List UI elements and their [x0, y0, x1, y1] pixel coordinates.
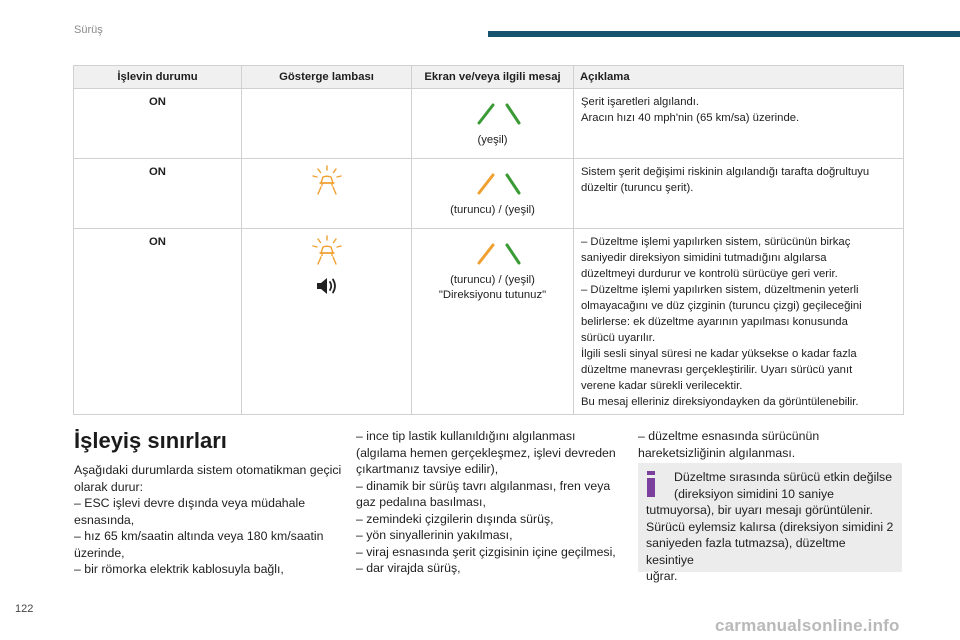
note-line: saniyeden fazla tutmazsa), düzeltme kesintiye — [646, 536, 846, 567]
limits-line: – zemindeki çizgilerin dışında sürüş, — [356, 511, 554, 526]
note-line: (direksiyon simidini 10 saniye — [674, 486, 834, 501]
limits-line: üzerinde, — [74, 545, 125, 560]
lane-assist-lamp-icon — [311, 234, 343, 266]
state-cell: ON — [74, 159, 242, 229]
limits-column-3 — [638, 428, 902, 461]
description-line: İlgili sesli sinyal süresi ne kadar yüksekse o kadar fazla — [581, 348, 857, 360]
description-line: – Düzeltme işlemi yapılırken sistem, sürücünün birkaç — [581, 236, 851, 248]
limits-line: esnasında, — [74, 512, 135, 527]
note-line: Sürücü eylemsiz kalırsa (direksiyon simidini 2 — [646, 519, 894, 534]
note-line: uğrar. — [646, 569, 678, 583]
state-cell: ON — [74, 89, 242, 159]
note-text — [646, 469, 896, 585]
lane-left-line — [479, 105, 493, 123]
note-line: Düzeltme sırasında sürücü etkin değilse — [674, 470, 893, 484]
lane-assist-table — [73, 65, 904, 415]
description-line: olmayacağını ve düz çizginin (turuncu çizgi) geçileceğini — [581, 300, 862, 312]
description-line: sürücü uyarılır. — [581, 332, 656, 344]
message-line: (yeşil) — [477, 134, 508, 146]
limits-line: gaz pedalına basılması, — [356, 495, 486, 509]
speaker-icon — [315, 276, 339, 296]
lane-right-line — [507, 175, 519, 193]
limits-line: – dar virajda sürüş, — [356, 561, 461, 575]
description-line: Sistem şerit değişimi riskinin algılandığı tarafta doğrultuyu — [581, 166, 870, 178]
header-bar — [488, 31, 960, 37]
watermark: carmanualsonline.info — [715, 616, 900, 635]
description-cell — [574, 159, 904, 229]
description-line: verene kadar sürekli verilecektir. — [581, 380, 743, 392]
note-line: tutmuyorsa), bir uyarı mesajı görüntülenir. — [646, 503, 873, 517]
description-line: saniyedir direksiyon simidini tutmadığını algılarsa — [581, 252, 827, 264]
lamp-cell — [242, 229, 412, 415]
table-header-row — [74, 66, 904, 89]
description-line: belirlerse: ek düzeltme ayarının yapılması konusunda — [581, 316, 848, 328]
description-line: Bu mesaj elleriniz direksiyondayken da görüntülenebilir. — [581, 396, 859, 408]
limits-line: – düzeltme esnasında sürücünün — [638, 429, 820, 443]
description-line: düzeltir (turuncu şerit). — [581, 182, 694, 194]
lamp-cell — [242, 159, 412, 229]
section-label: Sürüş — [74, 24, 103, 36]
info-note-box — [638, 463, 902, 583]
message-cell — [412, 159, 574, 229]
limits-column-2 — [356, 428, 624, 577]
lane-assist-lamp-icon — [311, 164, 343, 196]
limits-line: çıkartmanız tavsiye edilir), — [356, 462, 499, 476]
message-line: "Direksiyonu tutunuz" — [438, 289, 547, 301]
description-line: düzeltmeyi durdurur ve kontrolü sürücüye geri verir. — [581, 268, 838, 280]
limits-line: (algılama hemen gerçekleşmez, işlevi devreden — [356, 445, 616, 460]
lamp-cell — [242, 89, 412, 159]
limits-line: olarak durur: — [74, 479, 144, 494]
limits-line: – bir römorka elektrik kablosuyla bağlı, — [74, 562, 284, 576]
limits-line: – yön sinyallerinin yakılması, — [356, 528, 513, 542]
message-line: (turuncu) / (yeşil) — [450, 204, 535, 216]
lane-left-line — [479, 245, 493, 263]
table-row — [74, 89, 904, 159]
lane-left-line — [479, 175, 493, 193]
message-cell — [412, 229, 574, 415]
message-cell — [412, 89, 574, 159]
table-row — [74, 229, 904, 415]
limits-line: – dinamik bir sürüş tavrı algılanması, fren veya — [356, 478, 611, 493]
description-line: Aracın hızı 40 mph'nin (65 km/sa) üzerinde. — [581, 112, 800, 124]
limits-line: – ESC işlevi devre dışında veya müdahale — [74, 496, 306, 510]
description-line: düzeltme manevrası gerçekleştirilir. Uyarı sürücü yanıt — [581, 364, 853, 376]
limits-column-1 — [74, 428, 344, 578]
header-display-message: Ekran ve/veya ilgili mesaj — [412, 66, 574, 89]
lane-lines-icon — [463, 239, 523, 265]
lane-lines-icon — [463, 169, 523, 195]
limits-line: – viraj esnasında şerit çizgisinin içine geçilmesi, — [356, 544, 616, 559]
lane-lines-icon — [463, 99, 523, 125]
header-indicator-lamp: Gösterge lambası — [242, 66, 412, 89]
message-line: (turuncu) / (yeşil) — [450, 274, 535, 286]
state-cell: ON — [74, 229, 242, 415]
lane-right-line — [507, 105, 519, 123]
limits-line: – hız 65 km/saatin altında veya 180 km/saatin — [74, 529, 324, 543]
table-row — [74, 159, 904, 229]
description-line: – Düzeltme işlemi yapılırken sistem, düzeltmenin yeterli — [581, 284, 859, 296]
header-function-state: İşlevin durumu — [74, 66, 242, 89]
limits-line: hareketsizliğinin algılanması. — [638, 445, 796, 460]
limits-heading: İşleyiş sınırları — [74, 428, 227, 453]
header-description: Açıklama — [574, 66, 904, 89]
lane-right-line — [507, 245, 519, 263]
limits-line: – ince tip lastik kullanıldığını algılanması — [356, 429, 576, 443]
description-cell — [574, 89, 904, 159]
description-cell — [574, 229, 904, 415]
page-number: 122 — [15, 603, 34, 615]
description-line: Şerit işaretleri algılandı. — [581, 96, 700, 108]
limits-line: Aşağıdaki durumlarda sistem otomatikman geçici — [74, 463, 342, 477]
